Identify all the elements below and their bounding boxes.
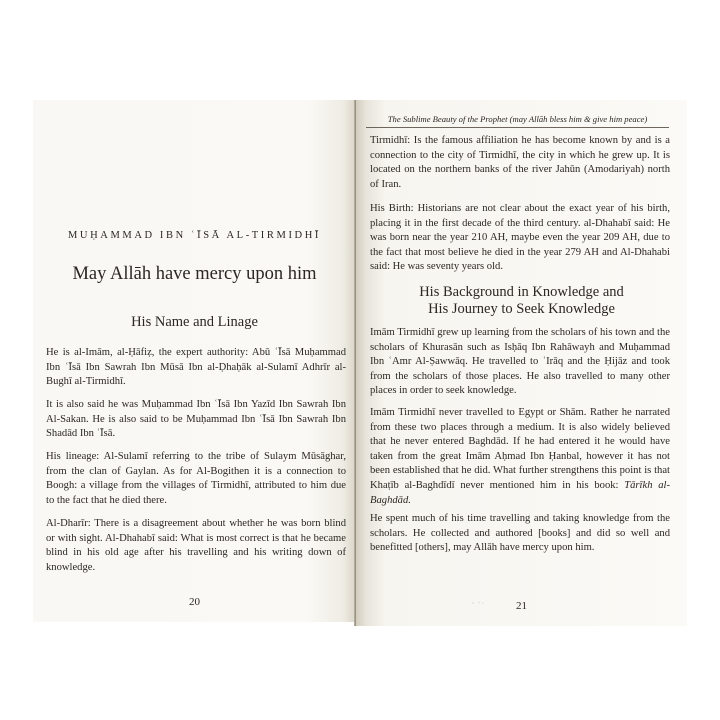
paragraph-alt-name: It is also said he was Muḥammad Ibn ʿĪsā Ibn Yazīd Ibn Sawrah Ibn Al-Sakan. He is also said to be Muḥammad Ibn ʿĪsā Ibn Sawrah Ibn Shadād Ibn ʿĪsā. xyxy=(46,399,346,440)
section-heading-background xyxy=(356,284,687,318)
page-number-right: 21 xyxy=(516,600,527,612)
paragraph-egypt xyxy=(370,406,670,508)
paragraph-name: He is al-Imām, al-Ḥāfiẓ, the expert authority: Abū ʿĪsā Muḥammad Ibn ʿĪsā Ibn Sawrah Ibn Mūsā Ibn al-Ḍhaḥāk al-Sulamī Adhrīr al-Bughī al-Tirmidhī. xyxy=(46,347,346,388)
paragraph-egypt-text: Imām Tirmidhī never travelled to Egypt or Shām. Rather he narrated from these two places through a medium. It is also widely believed that he never entered Baghdād. If he had entered it he would have taken from the great Imām Aḥmad Ibn Ḥanbal, however it has not been established that he did. What further strengthens this point is that Khaṭīb al-Baghdīdī never mentioned him in his book: xyxy=(370,407,670,491)
main-heading: May Allāh have mercy upon him xyxy=(72,264,317,284)
running-head-rule xyxy=(366,127,669,128)
paragraph-blindness: Al-Dharīr: There is a disagreement about whether he was born blind or with sight. Al-Dhahabī said: What is most correct is that he became blind in his old age after his travelling and his writing down of knowledge. xyxy=(46,518,346,573)
book-title-tarikh: Tārīkh al-Baghdād. xyxy=(370,479,670,506)
chapter-title: MUḤAMMAD IBN ʿĪSĀ AL-TIRMIDHĪ xyxy=(67,230,322,241)
running-head: The Sublime Beauty of the Prophet (may Allāh bless him & give him peace) xyxy=(387,114,648,124)
right-page xyxy=(356,100,687,626)
section-heading-name-linage: His Name and Linage xyxy=(131,314,258,330)
paragraph-background: Imām Tirmidhī grew up learning from the scholars of his town and the scholars of Khurasān such as Isḥāq Ibn Rahāwayh and Muḥammad Ibn ʿAmr Al-Ṣawwāq. He travelled to ʿIrāq and the Ḥijāz and took from the scholars of those places. He also travelled to many other places in order to seek knowledge. xyxy=(370,327,670,397)
paragraph-tirmidhi: Tirmidhī: Is the famous affiliation he has become known by and is a connection to the city of Tirmidhī, the city in which he grew up. It is located on the northern banks of the river Jahūn (Amodariyah) north of Iran. xyxy=(370,135,670,190)
paragraph-travel: He spent much of his time travelling and taking knowledge from the scholars. He collected and authored [books] and did so well and benefitted [others], may Allāh have mercy upon him. xyxy=(370,513,670,554)
page-number-left: 20 xyxy=(189,596,200,608)
left-page xyxy=(33,100,356,622)
section-heading-line-2: His Journey to Seek Knowledge xyxy=(428,301,615,317)
section-heading-line-1: His Background in Knowledge and xyxy=(419,284,624,300)
paragraph-lineage: His lineage: Al-Sulamī referring to the tribe of Sulaym Mūsāghar, from the clan of Gaylan. As for Al-Bogithen it is a connection to Boogh: a village from the villages of Tirmidhī, attributed to him due to the fact that he died there. xyxy=(46,451,346,506)
paragraph-birth: His Birth: Historians are not clear about the exact year of his birth, placing it in the first decade of the third century. al-Dhahabī said: He was born near the year 210 AH, maybe even the year 209 AH, due to the fact that most believe he died in the year 279 AH and Al-Dhahabi said: He was seventy years old. xyxy=(370,203,670,273)
